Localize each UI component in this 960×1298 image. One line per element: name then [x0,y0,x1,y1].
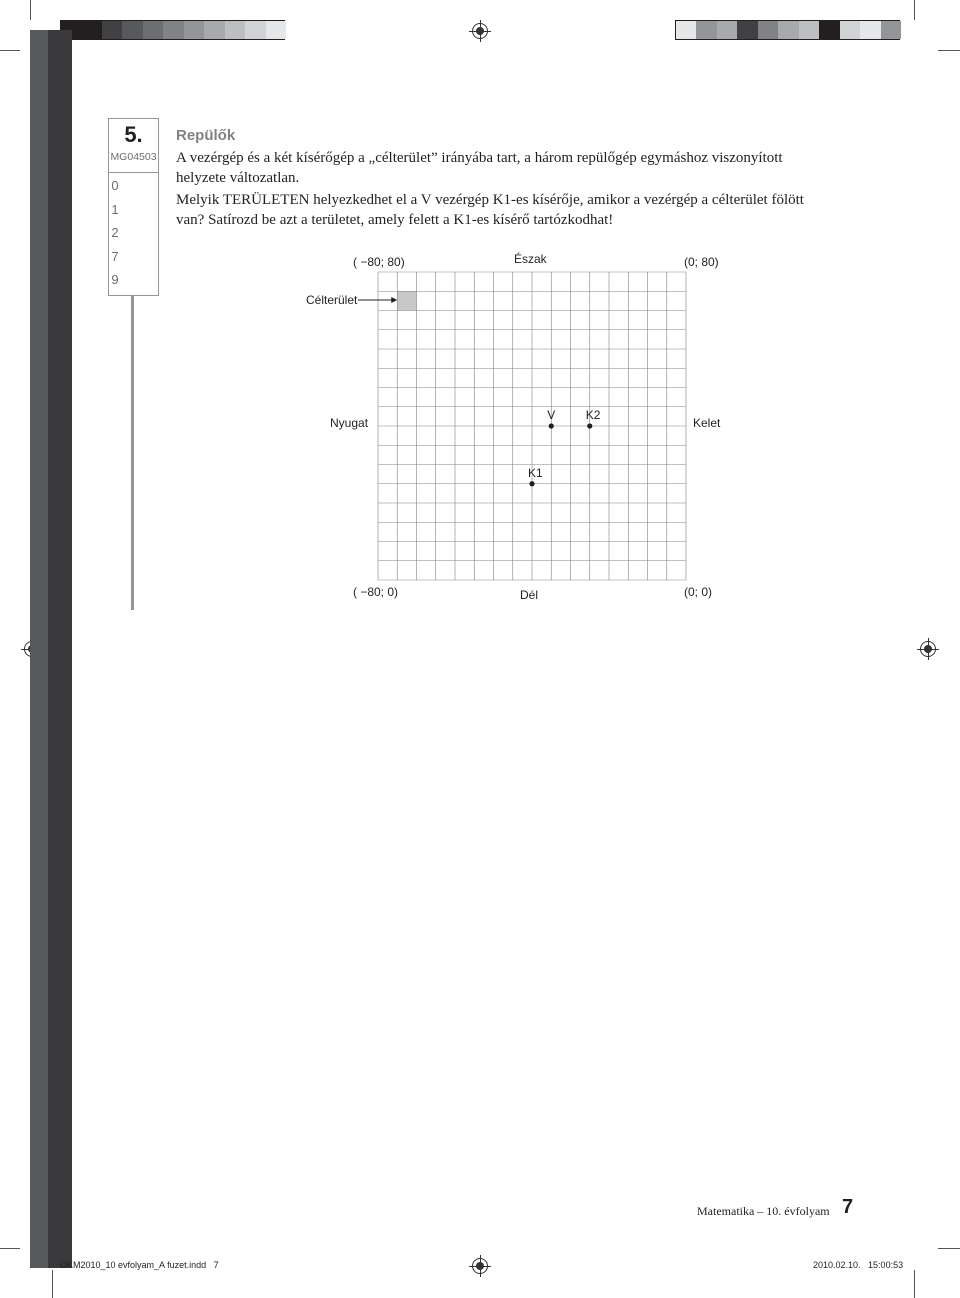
color-swatch [163,21,184,39]
task-title: Repülők [176,127,236,144]
crop-mark [914,1270,915,1298]
crop-mark [938,1248,960,1249]
coordinate-grid[interactable] [300,260,720,590]
grid-label-south: Dél [520,588,539,602]
color-swatch [81,21,102,39]
score-option: 9 [111,272,119,287]
registration-mark-top-icon [472,23,488,39]
plane-point-k1 [529,481,534,486]
registration-mark-right-icon [920,641,936,657]
task-box-divider [108,172,159,173]
color-swatch [778,21,799,39]
grid-corner-bottom-right: (0; 0) [684,585,713,599]
score-option: 0 [111,178,119,193]
crop-mark [0,1248,20,1249]
grid-corner-bottom-left: ( −80; 0) [353,585,399,599]
score-option: 1 [111,201,119,217]
color-swatch [758,21,779,39]
crop-mark [0,50,20,51]
target-area-label: Célterület [306,293,358,307]
grid-corner-top-left: ( −80; 80) [353,255,405,269]
color-swatch [819,21,840,39]
color-swatch [799,21,820,39]
color-swatch [102,21,123,39]
plane-label-k1: K1 [528,465,543,480]
color-calibration-bar-right [675,20,900,40]
registration-mark-bottom-icon [472,1258,488,1274]
color-swatch [696,21,717,39]
target-arrow-head-icon [391,297,397,303]
color-swatch [676,21,697,39]
color-swatch [204,21,225,39]
task-vertical-rule [131,296,134,610]
color-swatch [143,21,164,39]
plane-label-v: V [547,408,556,422]
task-paragraph-1: A vezérgép és a két kísérőgép a „célterület” irányába tart, a három repülőgép egymáshoz viszonyított helyzete változatlan. [176,150,783,186]
grid-label-north: Észak [514,252,547,266]
task-code: MG04503 [110,151,157,163]
slug-file-name: OKM2010_10 evfolyam_A fuzet.indd 7 [60,1260,219,1270]
color-swatch [266,21,287,39]
plane-point-v [549,423,554,428]
slug-date: 2010.02.10. 15:00:53 [813,1260,904,1270]
crop-mark [914,0,915,20]
grid-label-west: Nyugat [330,416,369,430]
plane-point-k2 [587,423,592,428]
grid-corner-top-right: (0; 80) [684,255,719,269]
footer-page-number: 7 [842,1196,854,1218]
color-calibration-bar-left [60,20,285,40]
footer-subject: Matematika – 10. évfolyam [697,1204,830,1218]
color-swatch [860,21,881,39]
color-swatch [840,21,861,39]
grid-label-east: Kelet [693,416,721,430]
crop-mark [938,50,960,51]
plane-label-k2: K2 [585,408,601,422]
score-option: 7 [111,248,119,264]
target-cell [397,291,416,310]
color-swatch [737,21,758,39]
task-paragraph-2: Melyik TERÜLETEN helyezkedhet el a V vezérgép K1-es kísérője, amikor a vezérgép a célterület fölött van? Satírozd be azt a területet, amely felett a K1-es kísérő tartózkodhat! [176,192,804,228]
color-swatch [245,21,266,39]
color-swatch [717,21,738,39]
page-spine-bar-light [30,30,48,1268]
score-column [92,178,138,298]
color-swatch [184,21,205,39]
color-swatch [225,21,246,39]
task-number: 5. [124,122,143,147]
color-swatch [881,21,902,39]
color-swatch [122,21,143,39]
crop-mark [52,1270,53,1298]
score-option: 2 [111,225,119,240]
crop-mark [30,0,31,20]
